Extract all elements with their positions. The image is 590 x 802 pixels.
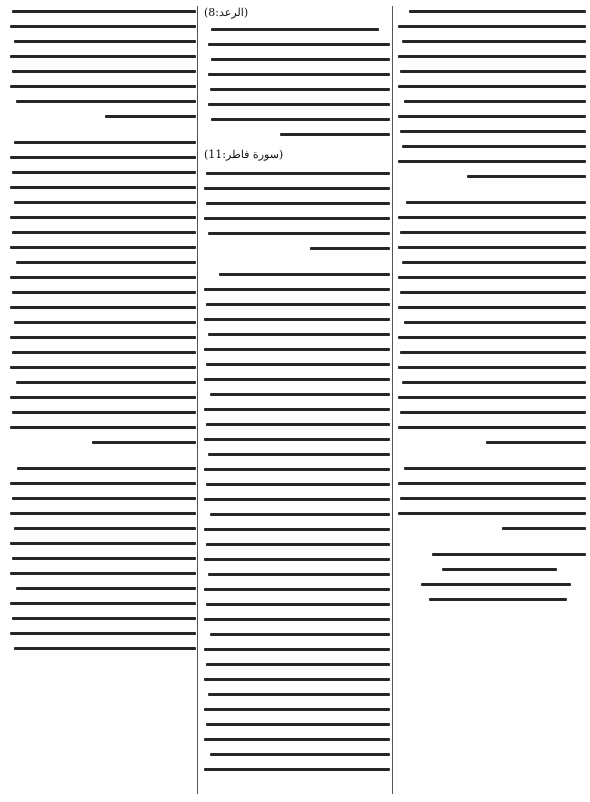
article-column-left	[6, 4, 196, 798]
verse-quote	[200, 22, 390, 136]
paragraph	[200, 166, 390, 771]
verse-citation: (الرعد:8)	[204, 6, 249, 19]
column-divider	[392, 6, 393, 794]
verse-citation: (سورة فاطر:11)	[204, 148, 284, 161]
paragraph	[394, 4, 586, 601]
article-column-middle	[200, 4, 390, 798]
article-page	[4, 4, 586, 798]
article-column-right	[394, 4, 586, 798]
column-divider	[197, 6, 198, 794]
paragraph	[6, 4, 196, 650]
